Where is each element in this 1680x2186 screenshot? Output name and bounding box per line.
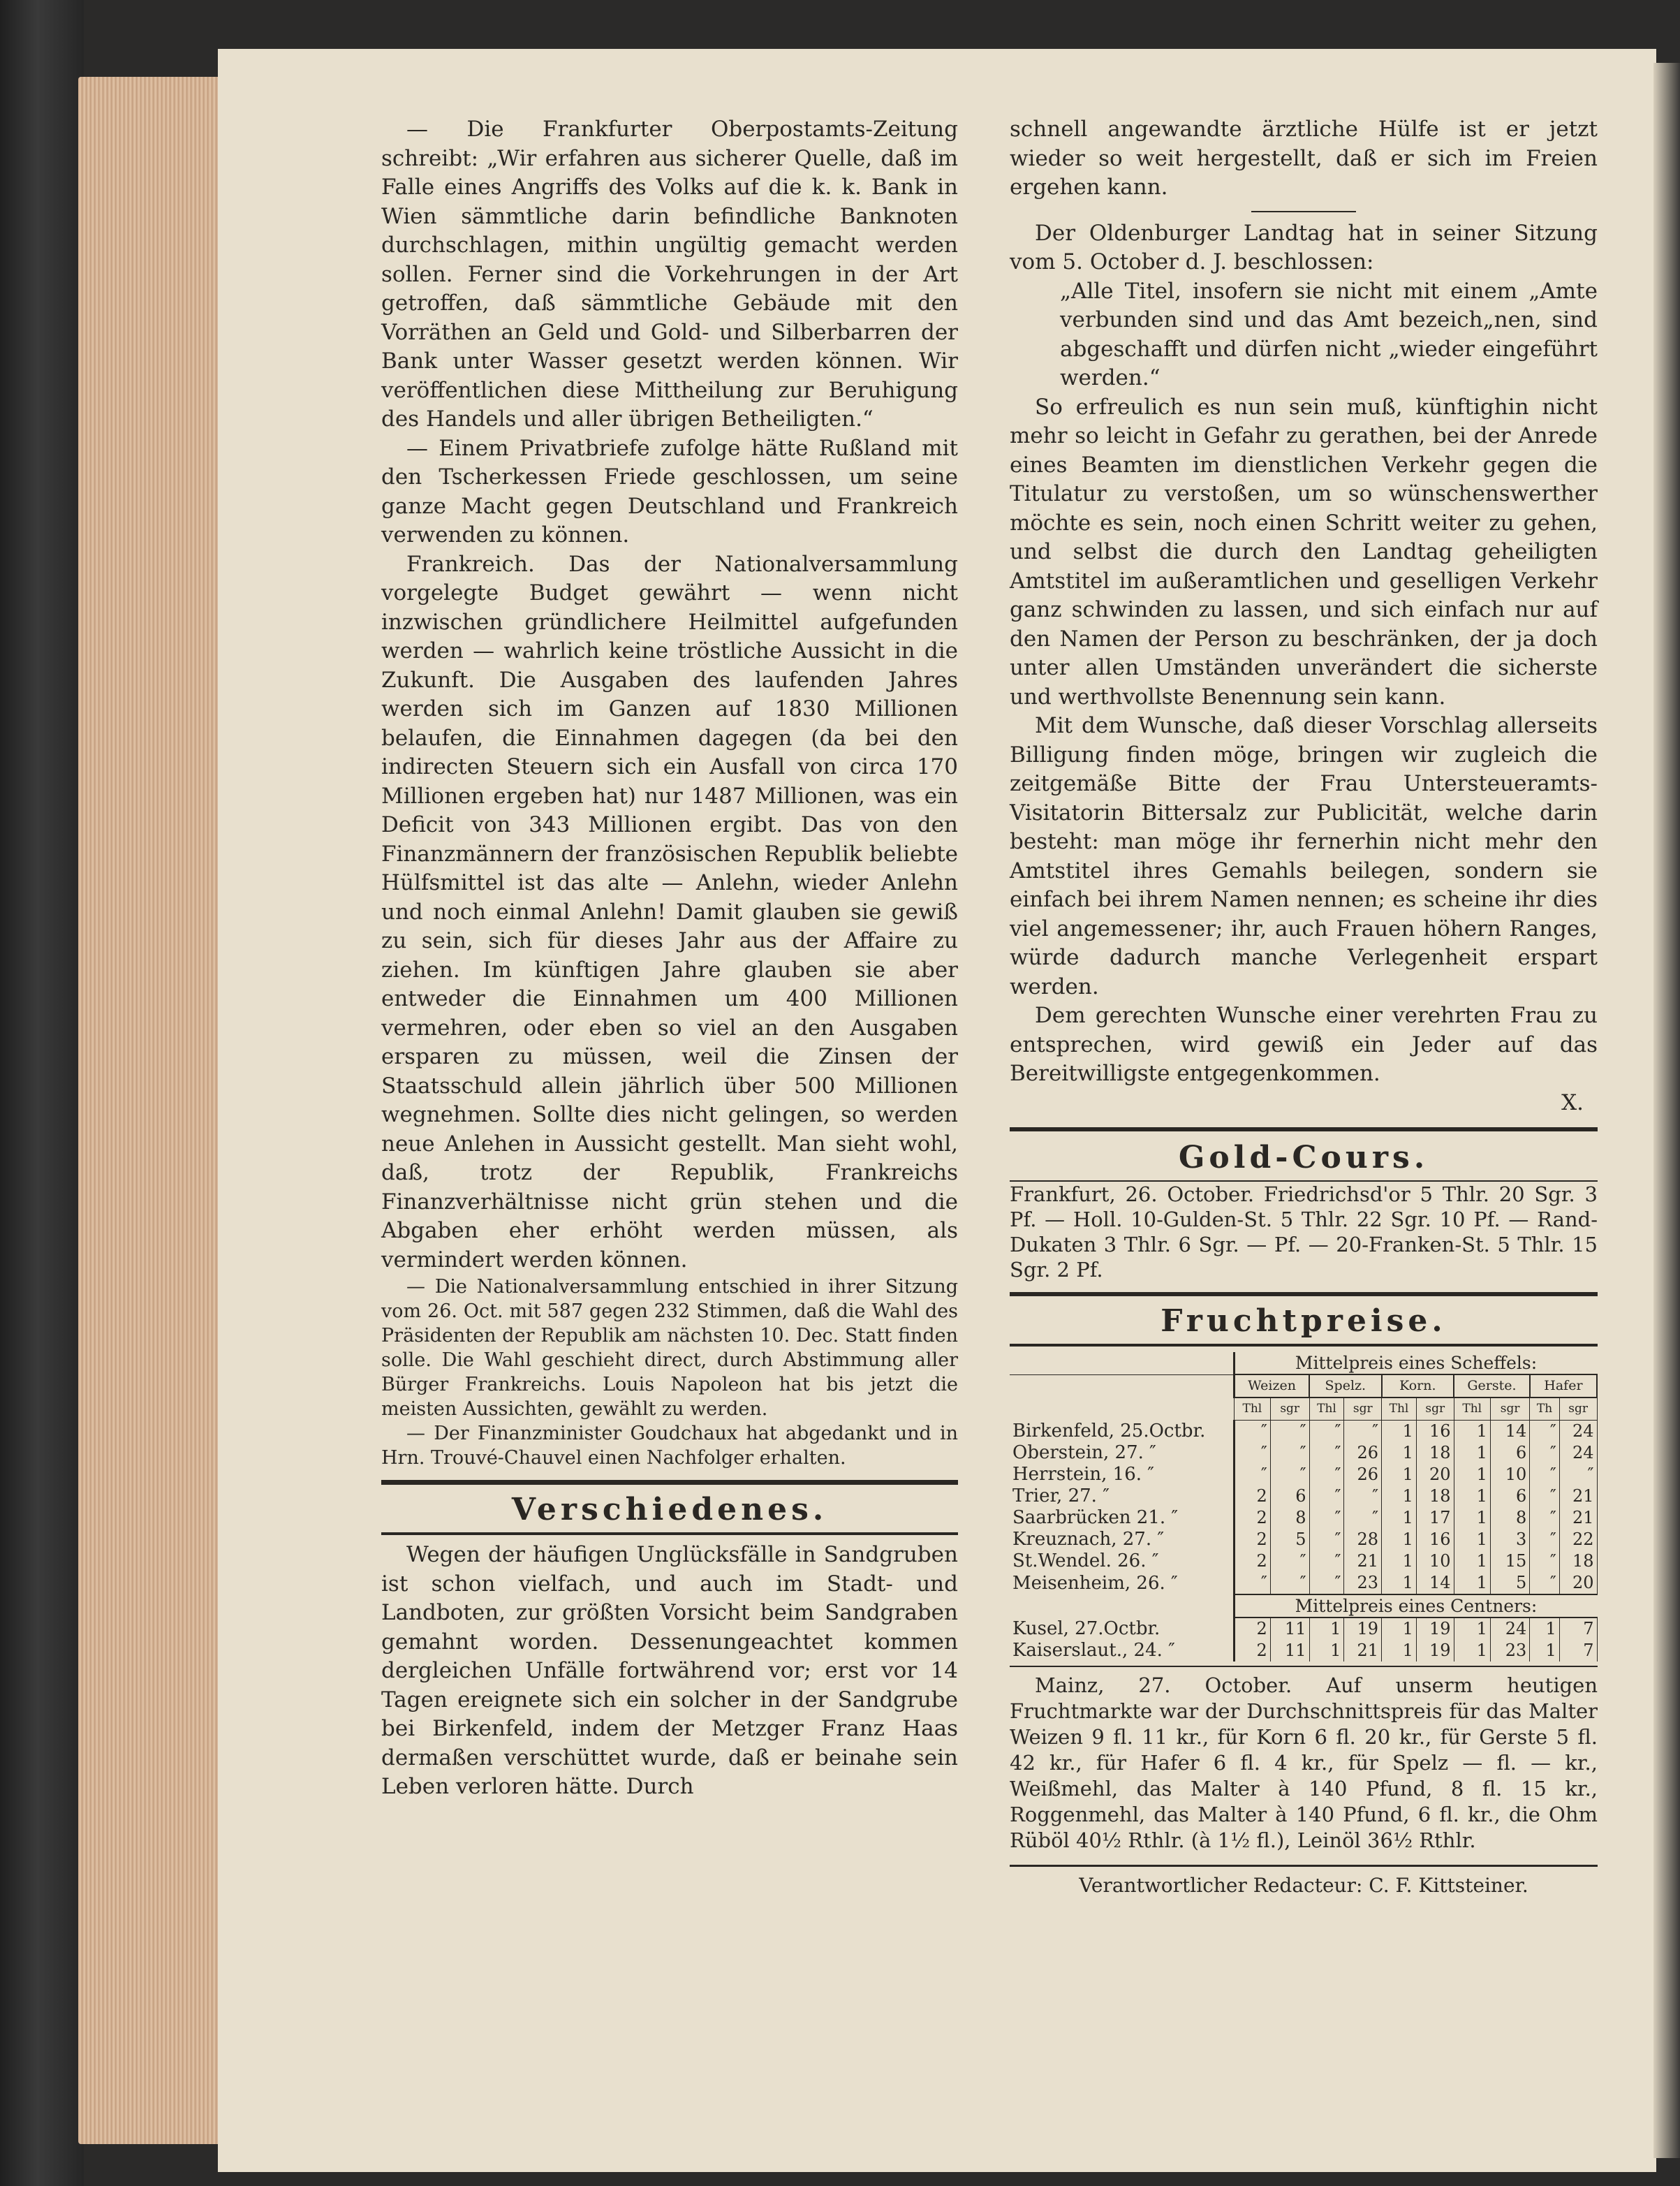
price-cell: ″ — [1309, 1529, 1344, 1550]
page-edges — [78, 77, 221, 2144]
price-cell: 14 — [1490, 1421, 1529, 1443]
place-cell: Herrstein, 16. ″ — [1010, 1464, 1235, 1486]
price-cell: ″ — [1530, 1442, 1559, 1464]
price-cell: ″ — [1530, 1572, 1559, 1594]
price-cell: 2 — [1235, 1529, 1271, 1550]
price-cell: 1 — [1454, 1464, 1490, 1486]
table-row — [1010, 1529, 1597, 1550]
price-cell: 8 — [1490, 1507, 1529, 1529]
price-cell: 1 — [1309, 1618, 1344, 1640]
place-cell: Kreuznach, 27. ″ — [1010, 1529, 1235, 1550]
oberpostamts-article: — Die Frankfurter Oberpostamts-Zeitung schreibt: „Wir erfahren aus sicherer Quelle, daß im Falle eines Angriffs des Volks auf die k. k. Bank in Wien sämmtliche darin befindliche Banknoten durchschlagen, mithin ungültig gemacht werden sollen. Ferner sind die Vorkehrungen in der Art getroffen, daß sämmtliche Gebäude mit den Vorräthen an Geld und Gold- und Silberbarren der Bank unter Wasser gesetzt werden können. Wir veröffentlichen diese Mittheilung zur Beruhigung des Handels und aller übrigen Betheiligten.“ — [381, 117, 958, 432]
place-cell: Meisenheim, 26. ″ — [1010, 1572, 1235, 1594]
price-cell: 1 — [1454, 1640, 1490, 1661]
place-cell: Saarbrücken 21. ″ — [1010, 1507, 1235, 1529]
price-cell: ″ — [1309, 1442, 1344, 1464]
table-row — [1010, 1464, 1597, 1486]
price-cell: ″ — [1344, 1486, 1382, 1507]
place-cell: Trier, 27. ″ — [1010, 1486, 1235, 1507]
unit-thl: Thl — [1454, 1398, 1490, 1421]
price-cell: 2 — [1235, 1507, 1271, 1529]
price-cell: ″ — [1344, 1507, 1382, 1529]
unit-thl: Thl — [1309, 1398, 1344, 1421]
book-binding — [0, 0, 84, 2186]
centner-header: Mittelpreis eines Centners: — [1235, 1594, 1598, 1618]
price-cell: ″ — [1235, 1464, 1271, 1486]
price-cell: 1 — [1382, 1572, 1417, 1594]
continuation-text: schnell angewandte ärztliche Hülfe ist er jetzt wieder so weit hergestellt, daß er sich im Freien ergehen kann. — [1010, 117, 1598, 200]
price-cell: ″ — [1270, 1550, 1309, 1572]
price-cell: 20 — [1416, 1464, 1454, 1486]
price-cell: 1 — [1382, 1618, 1417, 1640]
unit-thl: Th — [1530, 1398, 1559, 1421]
price-cell: 28 — [1344, 1529, 1382, 1550]
price-cell: 6 — [1270, 1486, 1309, 1507]
price-cell: 21 — [1344, 1640, 1382, 1661]
price-cell: ″ — [1309, 1486, 1344, 1507]
price-cell: 1 — [1530, 1640, 1559, 1661]
bittersalz-paragraph: Mit dem Wunsche, daß dieser Vorschlag allerseits Billigung finden möge, bringen wir zugleich die zeitgemäße Bitte der Frau Untersteueramts-Visitatorin Bittersalz zur Publicität, welche darin besteht: man möge ihr fernerhin nicht mehr den Amtstitel ihres Gemahls beilegen, sondern sie einfach bei ihrem Namen nennen; es scheine ihr dies viel angemessener; ihr, auch Frauen höhern Ranges, würde dadurch manche Verlegenheit erspart werden. — [1010, 713, 1598, 999]
sandgruben-article: Wegen der häufigen Unglücksfälle in Sandgruben ist schon vielfach, und auch im Stadt- und Landboten, zur größten Vorsicht beim Sandgraben gemahnt worden. Dessenungeachtet kommen dergleichen Unfälle fortwährend vor; erst vor 14 Tagen ereignete sich ein solcher in der Sandgrube bei Birkenfeld, indem der Metzger Franz Haas dermaßen verschüttet wurde, daß er beinahe sein Leben verloren hätte. Durch — [381, 1542, 958, 1799]
frankreich-article: Frankreich. Das der Nationalversammlung vorgelegte Budget gewährt — wenn nicht inzwischen gründlichere Heilmittel aufgefunden werden — wahrlich keine tröstliche Aussicht in die Zukunft. Die Ausgaben des laufenden Jahres werden sich im Ganzen auf 1830 Millionen belaufen, die Einnahmen dagegen (da bei den indirecten Steuern sich ein Ausfall von circa 170 Millionen ergeben hat) nur 1487 Millionen, was ein Deficit von 343 Millionen ergibt. Das von den Finanzmännern der französischen Republik beliebte Hülfsmittel ist das alte — Anlehn, wieder Anlehn und noch einmal Anlehn! Damit glauben sie gewiß zu sein, sich für dieses Jahr aus der Affaire zu ziehen. Im künftigen Jahre glauben sie aber entweder die Einnahmen um 400 Millionen vermehren, oder eben so viel an den Ausgaben ersparen zu müssen, weil die Zinsen der Staatsschuld allein jährlich über 500 Millionen wegnehmen. Sollte dies nicht gelingen, so werden neue Anlehen in Aussicht gestellt. Man sieht wohl, daß, trotz der Republik, Frankreichs Finanzverhältnisse nicht grün stehen und die Abgaben eher erhöht werden müssen, als vermindert werden können. — [381, 551, 958, 1272]
scheffel-header: Mittelpreis eines Scheffels: — [1235, 1352, 1598, 1374]
price-cell: 17 — [1416, 1507, 1454, 1529]
price-cell: 15 — [1490, 1550, 1529, 1572]
grain-korn: Korn. — [1382, 1374, 1454, 1398]
price-cell: 18 — [1416, 1486, 1454, 1507]
thick-rule — [1010, 1127, 1598, 1131]
centner-rows — [1010, 1618, 1597, 1661]
price-cell: 21 — [1559, 1486, 1597, 1507]
price-cell: 2 — [1235, 1640, 1271, 1661]
price-cell: 22 — [1559, 1529, 1597, 1550]
heading-underline — [1010, 1345, 1598, 1347]
landtag-quote: „Alle Titel, insofern sie nicht mit einem „Amte verbunden sind und das Amt bezeich„nen, sind abgeschafft und dürfen nicht „wieder eingeführt werden.“ — [1060, 278, 1598, 390]
price-cell: 18 — [1559, 1550, 1597, 1572]
price-cell: ″ — [1530, 1507, 1559, 1529]
price-cell: 21 — [1344, 1550, 1382, 1572]
price-cell: ″ — [1235, 1572, 1271, 1594]
price-cell: ″ — [1270, 1572, 1309, 1594]
price-cell: 11 — [1270, 1640, 1309, 1661]
price-cell: 1 — [1382, 1550, 1417, 1572]
verschiedenes-heading: Verschiedenes. — [381, 1480, 958, 1534]
price-cell: 2 — [1235, 1550, 1271, 1572]
price-cell: 19 — [1344, 1618, 1382, 1640]
price-cell: 1 — [1382, 1507, 1417, 1529]
blank-cell — [1010, 1594, 1235, 1618]
table-row — [1010, 1572, 1597, 1594]
price-cell: 23 — [1490, 1640, 1529, 1661]
closing-text: Dem gerechten Wunsche einer verehrten Frau zu entsprechen, wird gewiß ein Jeder auf das Bereitwilligste entgegenkommen. — [1010, 1003, 1598, 1086]
unit-thl: Thl — [1235, 1398, 1271, 1421]
table-row — [1010, 1640, 1597, 1661]
unit-sgr: sgr — [1490, 1398, 1529, 1421]
price-cell: ″ — [1530, 1421, 1559, 1443]
place-cell: Kusel, 27.Octbr. — [1010, 1618, 1235, 1640]
price-cell: 24 — [1559, 1442, 1597, 1464]
unit-sgr: sgr — [1559, 1398, 1597, 1421]
signature: X. — [1561, 1090, 1584, 1115]
price-cell: 2 — [1235, 1618, 1271, 1640]
price-cell: 2 — [1235, 1486, 1271, 1507]
price-cell: 1 — [1382, 1442, 1417, 1464]
price-cell: 24 — [1559, 1421, 1597, 1443]
finanzminister-note: — Der Finanzminister Goudchaux hat abgedankt und in Hrn. Trouvé-Chauvel einen Nachfolger erhalten. — [381, 1423, 958, 1469]
price-cell: 16 — [1416, 1529, 1454, 1550]
price-cell: 1 — [1454, 1486, 1490, 1507]
price-cell: ″ — [1309, 1572, 1344, 1594]
price-cell: 1 — [1454, 1421, 1490, 1443]
place-cell: Birkenfeld, 25.Octbr. — [1010, 1421, 1235, 1443]
closing-paragraph — [1010, 1002, 1598, 1089]
price-cell: 1 — [1382, 1486, 1417, 1507]
table-row — [1010, 1421, 1597, 1443]
russland-article: — Einem Privatbriefe zufolge hätte Rußland mit den Tscherkessen Friede geschlossen, um seine ganze Macht gegen Deutschland und Frankreich verwenden zu können. — [381, 435, 958, 548]
price-cell: ″ — [1344, 1421, 1382, 1443]
price-cell: ″ — [1270, 1442, 1309, 1464]
heading-underline — [381, 1534, 958, 1535]
price-cell: 8 — [1270, 1507, 1309, 1529]
short-separator — [1251, 211, 1356, 212]
fruchtpreise-table — [1010, 1352, 1598, 1661]
gold-cours-text: Frankfurt, 26. October. Friedrichsd'or 5 Thlr. 20 Sgr. 3 Pf. — Holl. 10-Gulden-St. 5 Thlr. 22 Sgr. 10 Pf. — Rand-Dukaten 3 Thlr. 6 Sgr. — Pf. — 20-Franken-St. 5 Thlr. 15 Sgr. 2 Pf. — [1010, 1182, 1598, 1282]
table-row — [1010, 1507, 1597, 1529]
nationalversammlung-note: — Die Nationalversammlung entschied in ihrer Sitzung vom 26. Oct. mit 587 gegen 232 Stimmen, daß die Wahl des Präsidenten der Republik am nächsten 10. Dec. Statt finden solle. Die Wahl geschieht direct, durch Abstimmung aller Bürger Frankreichs. Louis Napoleon hat bis jetzt die meisten Aussichten, gewählt zu werden. — [381, 1276, 958, 1420]
place-cell: St.Wendel. 26. ″ — [1010, 1550, 1235, 1572]
place-cell: Oberstein, 27. ″ — [1010, 1442, 1235, 1464]
price-cell: 1 — [1454, 1572, 1490, 1594]
price-cell: ″ — [1270, 1464, 1309, 1486]
price-cell: 26 — [1344, 1464, 1382, 1486]
unit-sgr: sgr — [1416, 1398, 1454, 1421]
price-cell: 1 — [1382, 1529, 1417, 1550]
blank-cell — [1010, 1352, 1235, 1374]
price-cell: ″ — [1270, 1421, 1309, 1443]
price-cell: 10 — [1416, 1550, 1454, 1572]
price-cell: 1 — [1454, 1529, 1490, 1550]
grain-spelz: Spelz. — [1309, 1374, 1381, 1398]
price-cell: 5 — [1490, 1572, 1529, 1594]
price-cell: 26 — [1344, 1442, 1382, 1464]
price-cell: 1 — [1309, 1640, 1344, 1661]
price-cell: 21 — [1559, 1507, 1597, 1529]
price-cell: 14 — [1416, 1572, 1454, 1594]
price-cell: 1 — [1382, 1640, 1417, 1661]
right-page-edge — [1653, 63, 1680, 2158]
price-cell: ″ — [1309, 1464, 1344, 1486]
table-row — [1010, 1486, 1597, 1507]
price-cell: 1 — [1454, 1442, 1490, 1464]
left-column — [381, 115, 958, 1802]
price-cell: 1 — [1454, 1550, 1490, 1572]
price-cell: 1 — [1454, 1507, 1490, 1529]
grain-weizen: Weizen — [1235, 1374, 1310, 1398]
price-cell: 1 — [1382, 1421, 1417, 1443]
grain-hafer: Hafer — [1530, 1374, 1597, 1398]
blank-cell — [1010, 1374, 1235, 1398]
editor-line: Verantwortlicher Redacteur: C. F. Kittsteiner. — [1010, 1865, 1598, 1900]
price-cell: ″ — [1530, 1486, 1559, 1507]
table-row — [1010, 1618, 1597, 1640]
price-cell: 19 — [1416, 1618, 1454, 1640]
grain-gerste: Gerste. — [1454, 1374, 1530, 1398]
landtag-intro: Der Oldenburger Landtag hat in seiner Sitzung vom 5. October d. J. beschlossen: — [1010, 220, 1598, 274]
price-cell: ″ — [1309, 1421, 1344, 1443]
price-cell: 20 — [1559, 1572, 1597, 1594]
price-cell: 16 — [1416, 1421, 1454, 1443]
price-cell: 6 — [1490, 1486, 1529, 1507]
fruchtpreise-heading: Fruchtpreise. — [1010, 1292, 1598, 1345]
price-cell: 5 — [1270, 1529, 1309, 1550]
price-cell: 18 — [1416, 1442, 1454, 1464]
price-cell: 11 — [1270, 1618, 1309, 1640]
price-cell: ″ — [1309, 1550, 1344, 1572]
price-cell: 23 — [1344, 1572, 1382, 1594]
price-cell: ″ — [1530, 1464, 1559, 1486]
price-cell: ″ — [1235, 1442, 1271, 1464]
price-cell: 1 — [1454, 1618, 1490, 1640]
table-row — [1010, 1550, 1597, 1572]
unit-thl: Thl — [1382, 1398, 1417, 1421]
price-cell: ″ — [1530, 1529, 1559, 1550]
price-cell: 3 — [1490, 1529, 1529, 1550]
price-cell: ″ — [1530, 1550, 1559, 1572]
titulatur-paragraph: So erfreulich es nun sein muß, künftighin nicht mehr so leicht in Gefahr zu gerathen, bei der Anrede eines Beamten im dienstlichen Verkehr gegen die Titulatur zu verstoßen, um so wünschenswerther möchte es sein, noch einen Schritt weiter zu gehen, und selbst die durch den Landtag geheiligten Amtstitel im außeramtlichen und geselligen Verkehr ganz schwinden zu lassen, und sich einfach nur auf den Namen der Person zu beschränken, der ja doch unter allen Umständen unverändert die sicherste und werthvollste Benennung sein kann. — [1010, 394, 1598, 710]
price-cell: 7 — [1559, 1640, 1597, 1661]
price-cell: ″ — [1559, 1464, 1597, 1486]
price-cell: 24 — [1490, 1618, 1529, 1640]
table-row — [1010, 1442, 1597, 1464]
price-cell: 1 — [1530, 1618, 1559, 1640]
table-bottom-rule — [1010, 1666, 1598, 1667]
price-cell: ″ — [1235, 1421, 1271, 1443]
price-cell: 10 — [1490, 1464, 1529, 1486]
gold-cours-heading: Gold-Cours. — [1010, 1138, 1598, 1182]
right-column — [1010, 115, 1598, 1900]
scheffel-rows — [1010, 1421, 1597, 1595]
price-cell: 6 — [1490, 1442, 1529, 1464]
price-cell: 1 — [1382, 1464, 1417, 1486]
blank-cell — [1010, 1398, 1235, 1421]
price-cell: 19 — [1416, 1640, 1454, 1661]
price-cell: ″ — [1309, 1507, 1344, 1529]
mainz-market-report: Mainz, 27. October. Auf unserm heutigen Fruchtmarkte war der Durchschnittspreis für das Malter Weizen 9 fl. 11 kr., für Korn 6 fl. 20 kr., für Gerste 5 fl. 42 kr., für Hafer 6 fl. 4 kr., für Spelz — fl. — kr., Weißmehl, das Malter à 140 Pfund, 8 fl. 15 kr., Roggenmehl, das Malter à 140 Pfund, 6 fl. kr., die Ohm Rüböl 40½ Rthlr. (à 1½ fl.), Leinöl 36½ Rthlr. — [1010, 1673, 1598, 1852]
unit-sgr: sgr — [1270, 1398, 1309, 1421]
place-cell: Kaiserslaut., 24. ″ — [1010, 1640, 1235, 1661]
unit-sgr: sgr — [1344, 1398, 1382, 1421]
price-cell: 7 — [1559, 1618, 1597, 1640]
